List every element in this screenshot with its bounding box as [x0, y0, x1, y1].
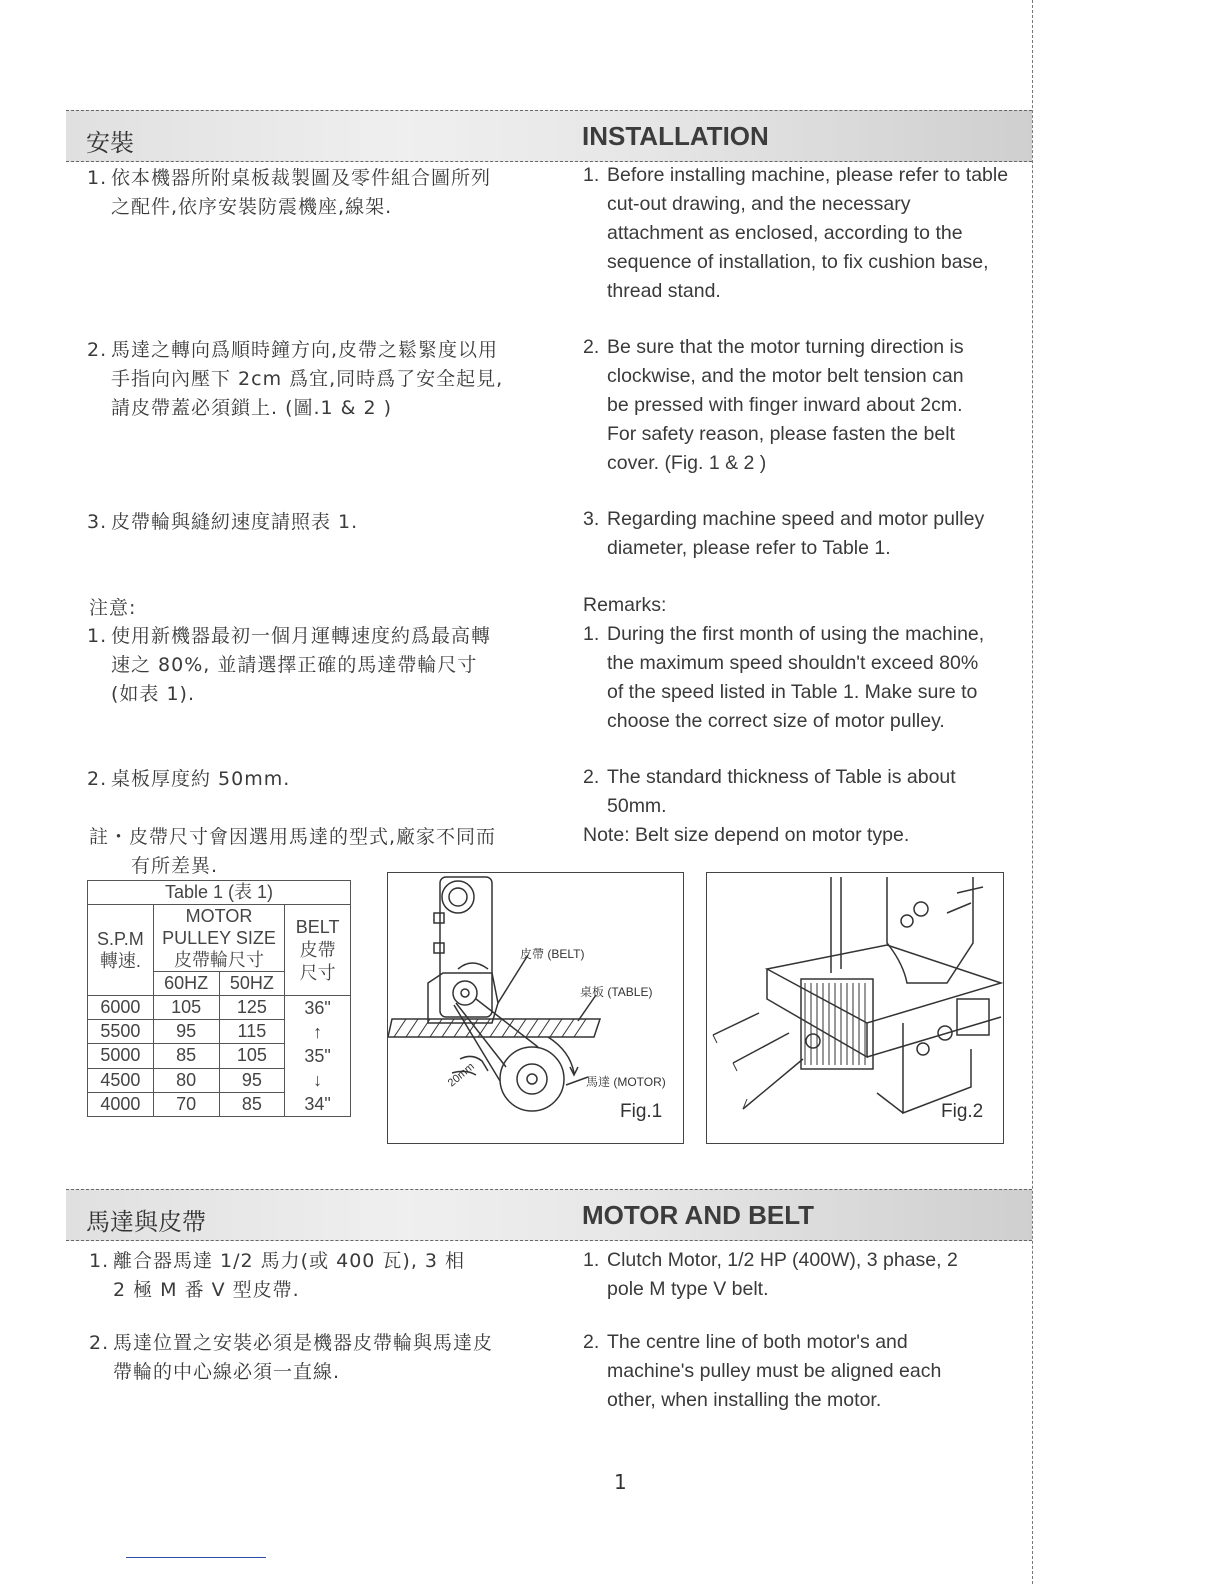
- zh-motor-item-1: 1. 離合器馬達 1/2 馬力(或 400 瓦), 3 相 2 極 M 番 V 型皮帶.: [89, 1250, 466, 1301]
- table-1-60hz-header: 60HZ: [153, 972, 219, 996]
- table-1-spm-header: S.P.M 轉速.: [88, 905, 154, 996]
- en-install-item-1: 1. Before installing machine, please refer to table cut-out drawing, and the necessary attachment as enclosed, according to the sequence of installation, to fix cushion base, thread stand.: [583, 164, 1009, 302]
- table-1-50hz-header: 50HZ: [219, 972, 285, 996]
- zh-remark-item-1: 1. 使用新機器最初一個月運轉速度約爲最高轉 速之 80%, 並請選擇正確的馬達帶輪尺寸 (如表 1).: [87, 625, 492, 705]
- remarks-title-en: Remarks:: [583, 594, 667, 616]
- figure-1-table-label: 桌板 (TABLE): [580, 985, 653, 999]
- en-remark-item-2: 2. The standard thickness of Table is about 50mm.: [583, 766, 956, 817]
- zh-install-item-1: 1. 依本機器所附桌板裁製圖及零件組合圖所列 之配件,依序安裝防震機座,線架.: [87, 167, 492, 218]
- figure-1: [387, 872, 684, 1144]
- zh-motor-item-2: 2. 馬達位置之安裝必須是機器皮帶輪與馬達皮 帶輪的中心線必須一直線.: [89, 1332, 494, 1383]
- table-1-belt-values: 36" ↑ 35" ↓ 34": [285, 996, 351, 1117]
- table-1-caption: Table 1 (表 1): [88, 881, 351, 905]
- installation-header: [66, 110, 1032, 162]
- table-row: 4000 70 85: [88, 1092, 351, 1116]
- motor-belt-title-en: MOTOR AND BELT: [582, 1200, 815, 1230]
- figure-2: [706, 872, 1004, 1144]
- en-install-item-2: 2. Be sure that the motor turning direction is clockwise, and the motor belt tension can be pressed with finger inward about 2cm. For safety reason, please fasten the belt cover. (Fig. 1 & 2 ): [583, 336, 964, 474]
- figure-1-motor-label: 馬達 (MOTOR): [586, 1075, 666, 1089]
- en-motor-item-1: 1. Clutch Motor, 1/2 HP (400W), 3 phase, 2 pole M type V belt.: [583, 1249, 958, 1300]
- installation-title-en: INSTALLATION: [582, 121, 769, 151]
- en-note: Note: Belt size depend on motor type.: [583, 824, 910, 846]
- motor-belt-title-zh: 馬達與皮帶: [86, 1208, 206, 1236]
- zh-install-item-3: 3. 皮帶輪與縫紉速度請照表 1.: [87, 511, 359, 533]
- figure-1-belt-label: 皮帶 (BELT): [520, 947, 585, 961]
- table-1-motor-header: MOTOR PULLEY SIZE 皮帶輪尺寸: [153, 905, 285, 972]
- figure-2-label: Fig.2: [941, 1101, 984, 1122]
- zh-install-item-2: 2. 馬達之轉向爲順時鐘方向,皮帶之鬆緊度以用 手指向內壓下 2cm 爲宜,同時爲了安全起見, 請皮帶蓋必須鎖上. (圖.1 & 2 ): [87, 339, 504, 419]
- page-edge-dashline: [1032, 0, 1033, 1584]
- figure-1-label: Fig.1: [620, 1101, 663, 1122]
- page-number: 1: [614, 1470, 627, 1494]
- remarks-title-zh: 注意:: [89, 597, 137, 619]
- installation-title-zh: 安裝: [86, 129, 134, 157]
- zh-note: 註・皮帶尺寸會因選用馬達的型式,廠家不同而 有所差異.: [89, 826, 497, 877]
- table-row: 5000 85 105: [88, 1044, 351, 1068]
- table-row: 5500 95 115: [88, 1020, 351, 1044]
- table-row: 6000 105 125 36" ↑ 35" ↓ 34": [88, 996, 351, 1020]
- table-1: [87, 880, 351, 1117]
- en-remark-item-1: 1. During the first month of using the machine, the maximum speed shouldn't exceed 80% of the speed listed in Table 1. Make sure to choose the correct size of motor pulley.: [583, 623, 985, 732]
- motor-belt-header: [66, 1189, 1032, 1241]
- table-1-belt-header: BELT 皮帶 尺寸: [285, 905, 351, 996]
- figure-1-dimension-label: 20mm: [445, 1060, 477, 1090]
- footer-rule: [126, 1557, 266, 1558]
- en-motor-item-2: 2. The centre line of both motor's and machine's pulley must be aligned each other, when installing the motor.: [583, 1331, 942, 1411]
- table-row: 4500 80 95: [88, 1068, 351, 1092]
- zh-remark-item-2: 2. 桌板厚度約 50mm.: [87, 768, 291, 790]
- en-install-item-3: 3. Regarding machine speed and motor pulley diameter, please refer to Table 1.: [583, 508, 985, 559]
